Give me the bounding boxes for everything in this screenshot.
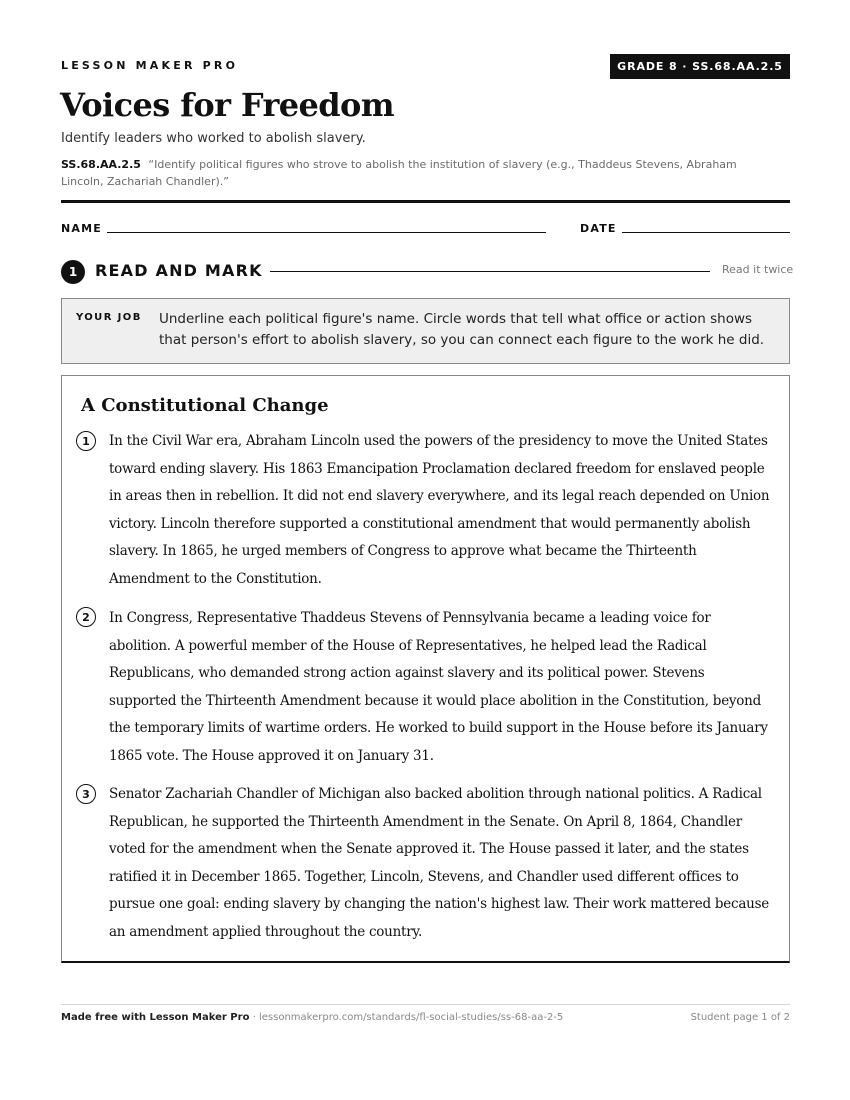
date-field[interactable] — [622, 232, 790, 233]
section-title: READ AND MARK — [95, 261, 263, 280]
name-label: NAME — [61, 222, 102, 235]
section-note: Read it twice — [722, 263, 794, 276]
section-number-badge: 1 — [61, 260, 85, 284]
page-indicator: Student page 1 of 2 — [690, 1012, 790, 1023]
footer-made-with: Made free with Lesson Maker Pro — [61, 1012, 250, 1023]
instructions-text: Underline each political figure's name. Circle words that tell what office or action shows that person's effort to abolish slavery, so you can connect each figure to the work he did. — [159, 311, 765, 348]
passage-paragraph: Senator Zachariah Chandler of Michigan also backed abolition through national politics. A Radical Republican, he supported the Thirteenth Amendment in the Senate. On April 8, 1864, Chandler voted for the amendment when the Senate approved it. The House passed it later, and the states ratified it in December 1865. Together, Lincoln, Stevens, and Chandler used different offices to pursue one goal: ending slavery by changing the nation's highest law. Their work mattered because an amendment applied throughout the country. — [109, 786, 770, 940]
grade-badge: GRADE 8 · SS.68.AA.2.5 — [610, 54, 790, 79]
paragraph-number: 1 — [76, 431, 96, 451]
passage-title: A Constitutional Change — [81, 395, 329, 416]
instructions-box — [61, 298, 790, 364]
standard-text: “Identify political figures who strove to abolish the institution of slavery (e.g., Thaddeus Stevens, Abraham Lincoln, Zachariah Chandler).” — [61, 158, 737, 188]
paragraph-number: 3 — [76, 784, 96, 804]
reading-passage — [61, 375, 790, 963]
footer-divider — [61, 1004, 790, 1005]
brand-name: LESSON MAKER PRO — [61, 59, 239, 72]
passage-paragraph: In the Civil War era, Abraham Lincoln used the powers of the presidency to move the United States toward ending slavery. His 1863 Emancipation Proclamation declared freedom for enslaved people in areas then in rebellion. It did not end slavery everywhere, and its legal reach depended on Union victory. Lincoln therefore supported a constitutional amendment that would permanently abolish slavery. In 1865, he urged members of Congress to approve what became the Thirteenth Amendment to the Constitution. — [109, 433, 770, 587]
passage-paragraph: In Congress, Representative Thaddeus Stevens of Pennsylvania became a leading voice for abolition. A powerful member of the House of Representatives, he helped lead the Radical Republicans, who demanded strong action against slavery and its political power. Stevens supported the Thirteenth Amendment because it would place abolition in the Constitution, beyond the temporary limits of wartime orders. He worked to build support in the House before its January 1865 vote. The House approved it on January 31. — [109, 610, 768, 764]
date-label: DATE — [580, 222, 617, 235]
standard-code: SS.68.AA.2.5 — [61, 158, 141, 171]
name-field[interactable] — [107, 232, 546, 233]
paragraph-number: 2 — [76, 607, 96, 627]
header-divider — [61, 200, 790, 203]
instructions-label: YOUR JOB — [76, 312, 142, 323]
page-title: Voices for Freedom — [60, 86, 395, 124]
footer-url[interactable]: · lessonmakerpro.com/standards/fl-social-studies/ss-68-aa-2-5 — [249, 1012, 564, 1023]
standard-description — [61, 156, 781, 190]
footer-credit — [61, 1012, 563, 1023]
section-divider — [270, 271, 710, 272]
page-subtitle: Identify leaders who worked to abolish slavery. — [61, 131, 366, 146]
